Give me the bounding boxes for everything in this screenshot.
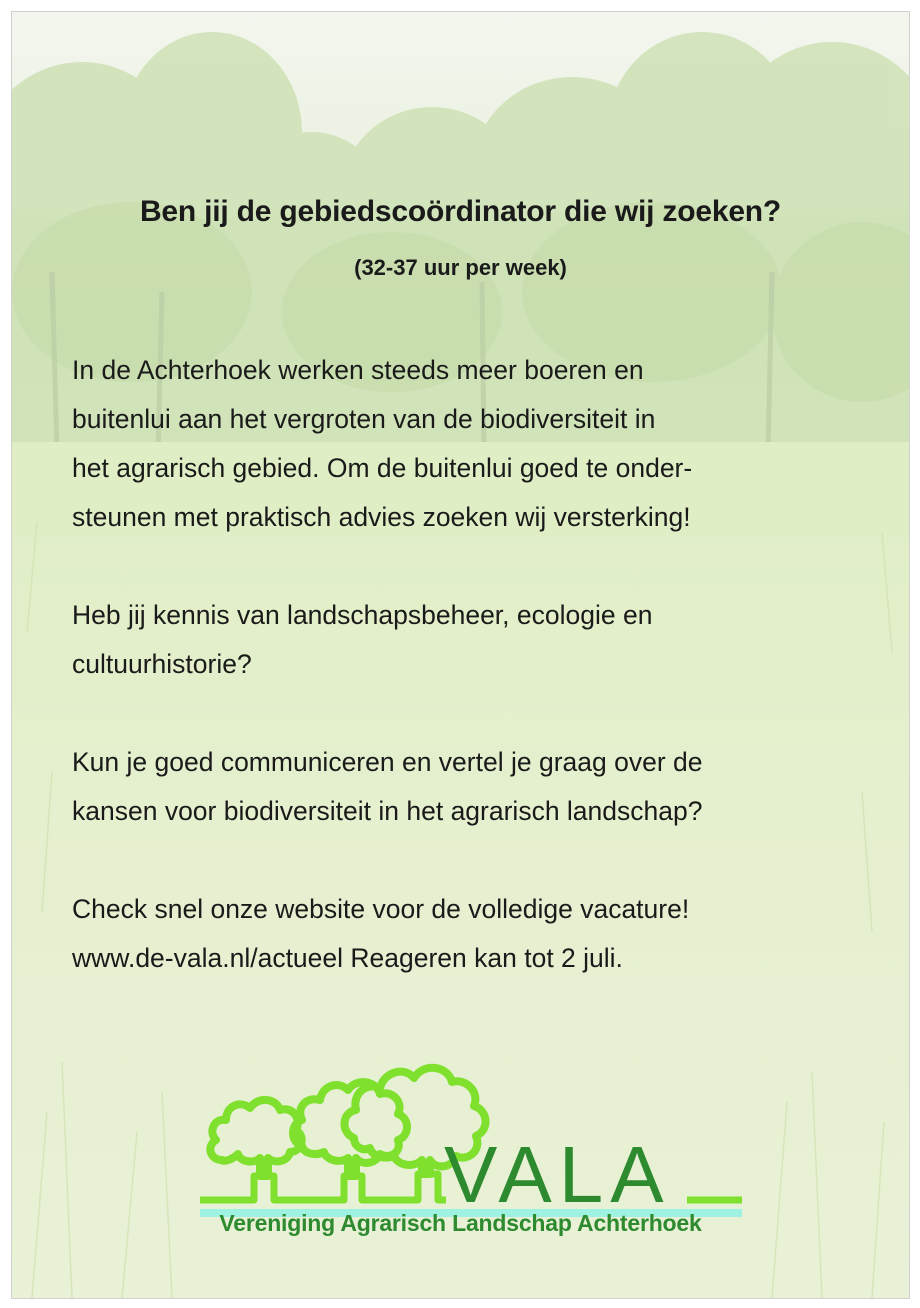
page-title: Ben jij de gebiedscoördinator die wij zoeken?: [139, 195, 782, 228]
small-tree-icon: [210, 1100, 301, 1176]
text-line: cultuurhistorie?: [72, 649, 252, 679]
call-to-action-paragraph: [72, 885, 872, 983]
website-line: www.de-vala.nl/actueel Reageren kan tot 2 juli.: [72, 943, 623, 973]
poster-page: [11, 11, 910, 1299]
text-line: Heb jij kennis van landschapsbeheer, ecologie en: [72, 600, 653, 630]
intro-paragraph: [72, 346, 872, 542]
text-line: In de Achterhoek werken steeds meer boeren en: [72, 355, 644, 385]
text-line: Check snel onze website voor de volledige vacature!: [72, 894, 690, 924]
logo-wordmark: VALA: [444, 1130, 671, 1219]
middle-tree-icon: [293, 1082, 407, 1176]
text-line: kansen voor biodiversiteit in het agrarisch landschap?: [72, 796, 703, 826]
knowledge-paragraph: [72, 591, 872, 689]
text-line: buitenlui aan het vergroten van de biodiversiteit in: [72, 404, 656, 434]
hours-subtitle: (32-37 uur per week): [354, 255, 567, 280]
text-line: het agrarisch gebied. Om de buitenlui goed te onder-: [72, 453, 693, 483]
text-line: steunen met praktisch advies zoeken wij versterking!: [72, 502, 691, 532]
text-line: Kun je goed communiceren en vertel je graag over de: [72, 747, 703, 777]
communication-paragraph: [72, 738, 872, 836]
logo-tagline: Vereniging Agrarisch Landschap Achterhoek: [219, 1210, 702, 1236]
